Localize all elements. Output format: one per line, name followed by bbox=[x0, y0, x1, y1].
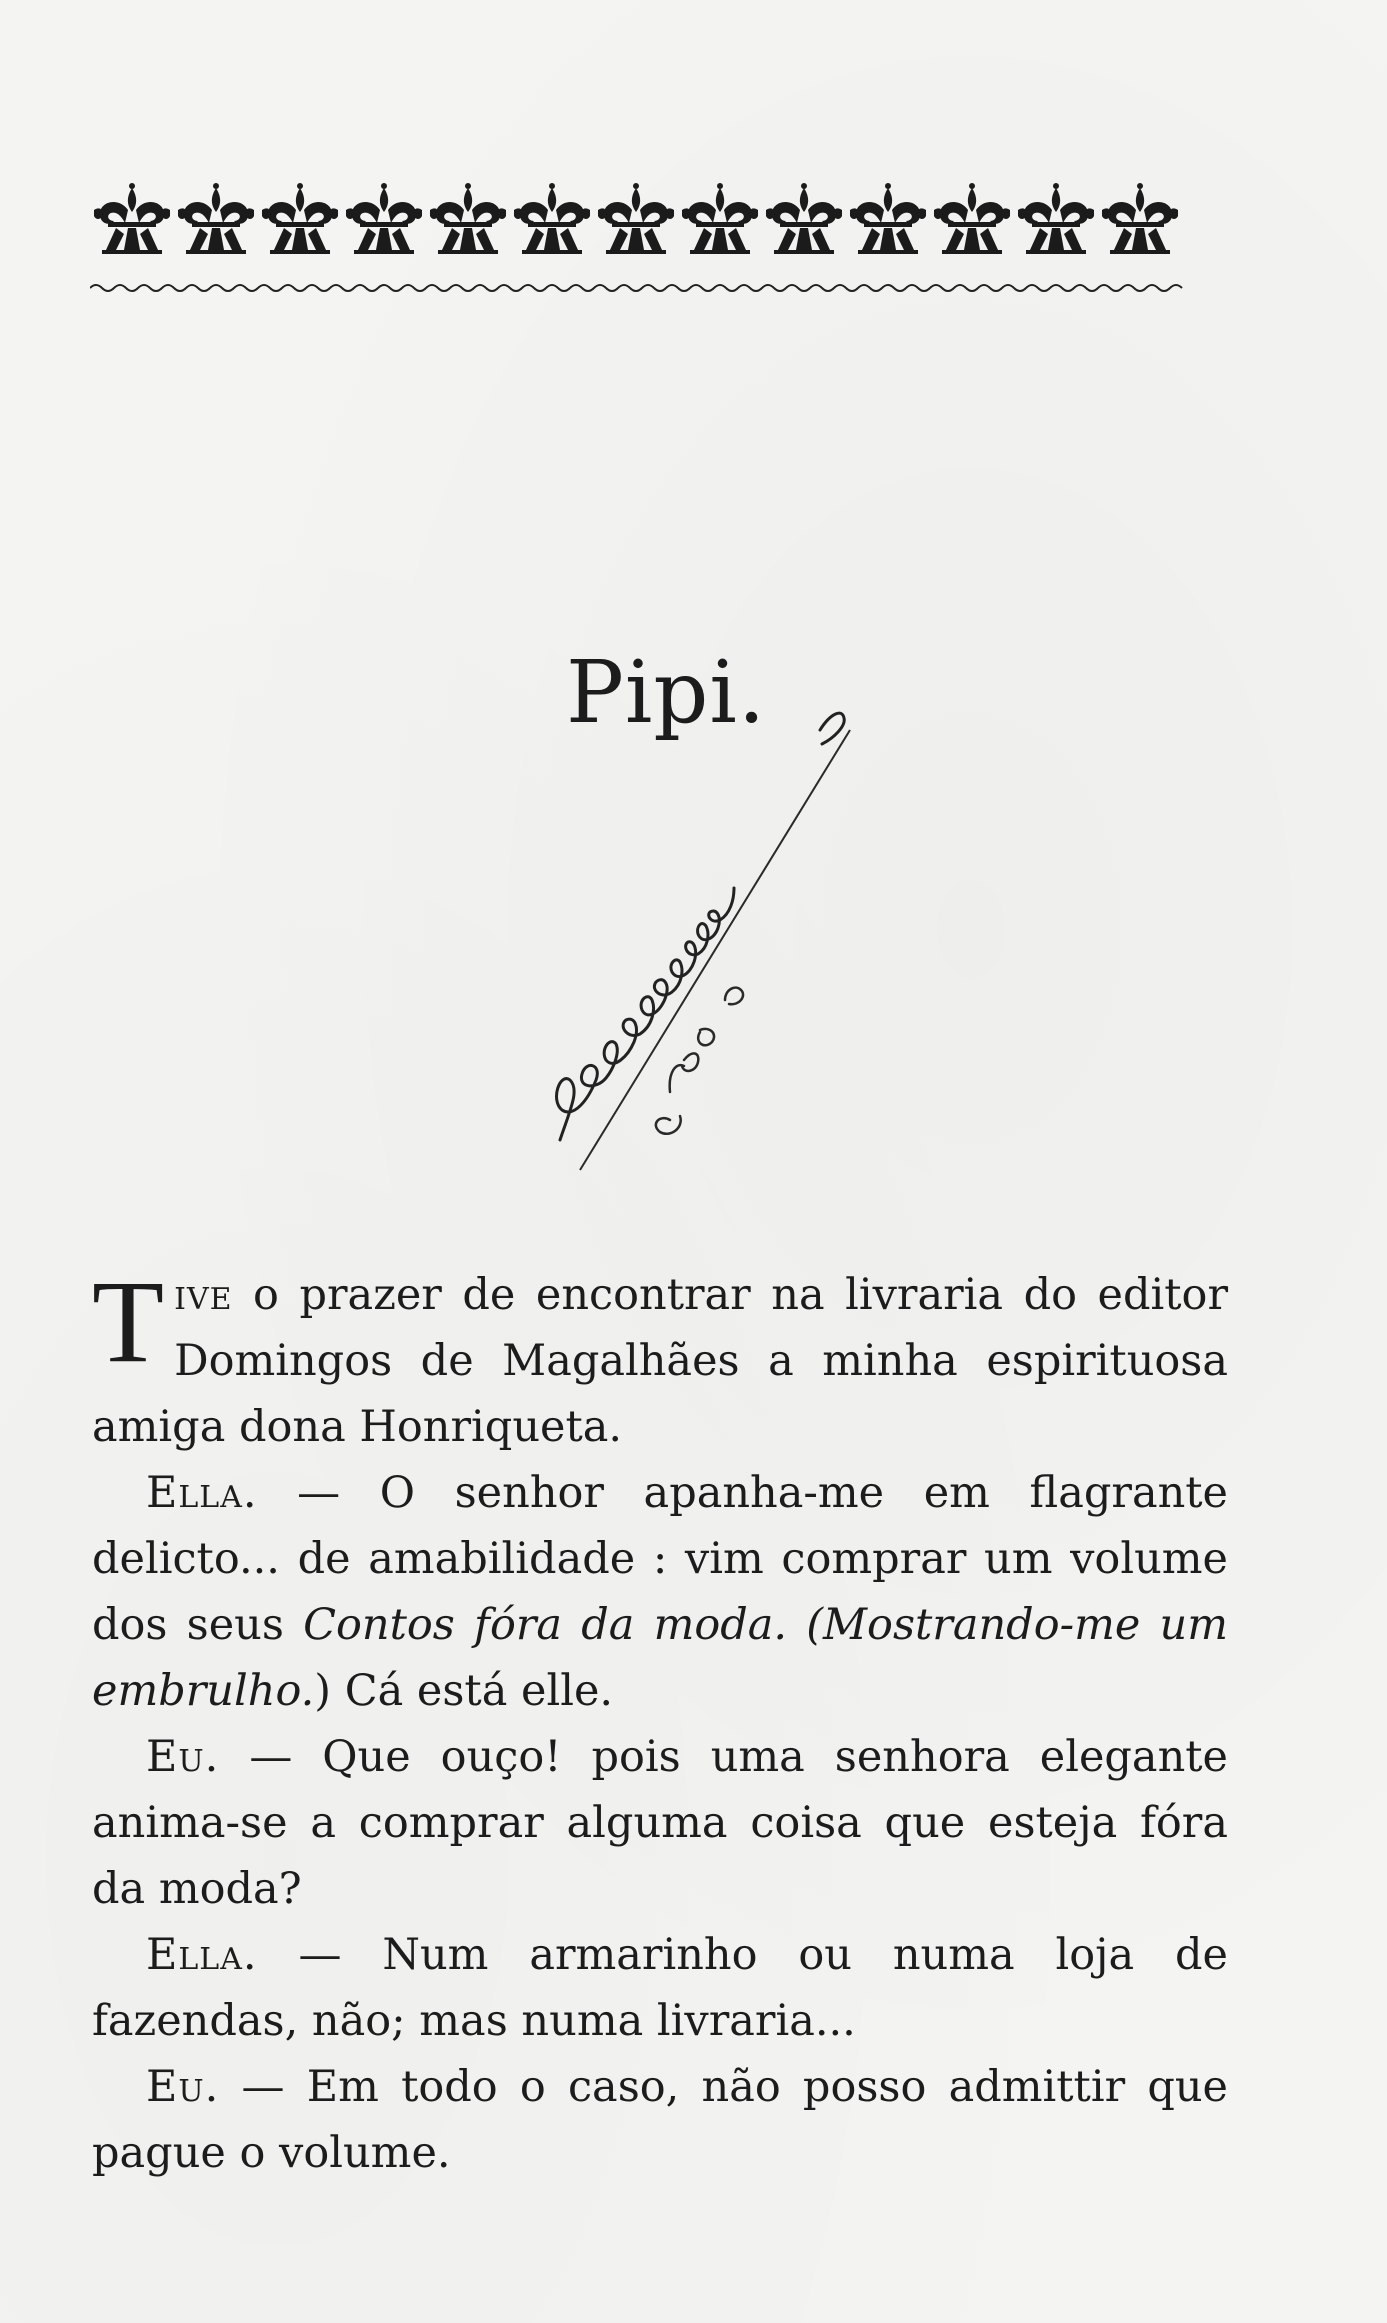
paragraph-1-text: o prazer de encontrar na livraria do editor Domingos de Magalhães a minha espirituosa amiga dona Honriqueta. bbox=[92, 1270, 1228, 1452]
paragraph-2-text-a: — O senhor apanha-me em flagrante delicto... de amabilidade : vim comprar um volume dos seus bbox=[92, 1468, 1228, 1650]
chapter-title: Pipi. bbox=[566, 643, 767, 743]
body-text bbox=[92, 1256, 1228, 2186]
paragraph-2 bbox=[92, 1460, 1228, 1724]
speaker-ella: Ella. bbox=[146, 1468, 258, 1518]
paragraph-4 bbox=[92, 1922, 1228, 2054]
paragraph-1 bbox=[92, 1256, 1228, 1460]
handwritten-signature bbox=[520, 700, 880, 1220]
paragraph-5-text: — Em todo o caso, não posso admittir que pague o volume. bbox=[92, 2062, 1228, 2178]
paragraph-4-text: — Num armarinho ou numa loja de fazendas, não; mas numa livraria... bbox=[92, 1930, 1228, 2046]
paragraph-3-text: — Que ouço! pois uma senhora elegante anima-se a comprar alguma coisa que esteja fóra da moda? bbox=[92, 1732, 1228, 1914]
paragraph-5 bbox=[92, 2054, 1228, 2186]
speaker-ella: Ella. bbox=[146, 1930, 258, 1980]
fleuron-border-ornament bbox=[90, 180, 1215, 300]
speaker-eu: Eu. bbox=[146, 2062, 220, 2112]
paragraph-3 bbox=[92, 1724, 1228, 1922]
lead-smallcaps: ive bbox=[174, 1270, 233, 1320]
drop-cap: T bbox=[92, 1256, 165, 1387]
paragraph-2-text-b: ) Cá está elle. bbox=[314, 1666, 614, 1716]
speaker-eu: Eu. bbox=[146, 1732, 220, 1782]
paragraph-2-italic: Contos fóra da moda. (Mostrando-me um embrulho. bbox=[92, 1600, 1228, 1716]
